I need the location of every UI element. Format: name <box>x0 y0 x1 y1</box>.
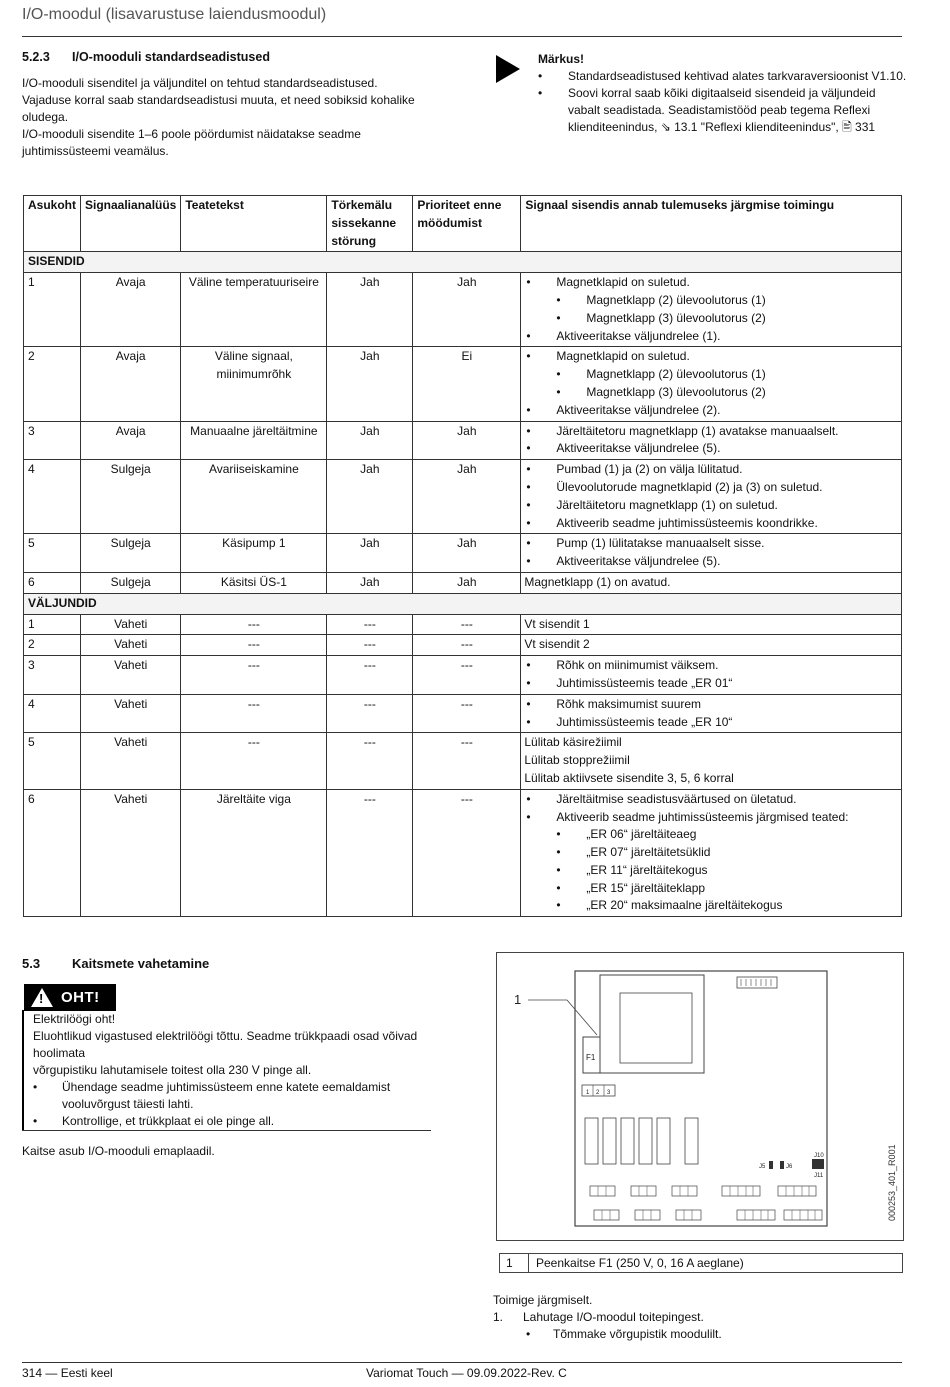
column-header: Prioriteet enne möödumist <box>413 196 521 252</box>
cell-message-text: --- <box>181 614 327 635</box>
steps-intro: Toimige järgmiselt. <box>493 1293 593 1307</box>
cell-fault-memory: Jah <box>327 347 413 421</box>
cell-priority: Jah <box>413 534 521 573</box>
warning-end-rule <box>22 1130 431 1131</box>
cell-signal: Avaja <box>81 421 181 460</box>
cell-actions <box>521 694 902 733</box>
action-item: Lülitab käsirežiimil <box>524 735 622 750</box>
cell-fault-memory: --- <box>327 635 413 656</box>
exclamation-icon: ! <box>39 991 44 1006</box>
cell-fault-memory: Jah <box>327 572 413 593</box>
warning-heading: Elektrilöögi oht! <box>33 1012 116 1026</box>
action-item: • „ER 06“ järeltäiteaeg <box>524 826 897 844</box>
table-header-row <box>24 196 902 252</box>
dip-switch-pins <box>741 979 771 986</box>
section-number: 5.2.3 <box>22 50 50 64</box>
cell-signal: Avaja <box>81 347 181 421</box>
cell-message-text: --- <box>181 733 327 789</box>
cell-priority: --- <box>413 614 521 635</box>
warning-side-bar <box>22 1010 24 1130</box>
circuit-board-diagram <box>497 953 903 1240</box>
cell-fault-memory: Jah <box>327 534 413 573</box>
cell-message-text: Väline temperatuuriseire <box>181 273 327 347</box>
cell-priority: --- <box>413 656 521 695</box>
table-row <box>24 614 902 635</box>
action-item: • Aktiveeritakse väljundrelee (5). <box>524 553 897 571</box>
cell-message-text: Järeltäite viga <box>181 789 327 917</box>
cell-priority: Jah <box>413 421 521 460</box>
procedure-steps <box>493 1292 893 1343</box>
cell-signal: Sulgeja <box>81 460 181 534</box>
section-title: I/O-mooduli standardseadistused <box>72 50 270 64</box>
cell-actions <box>521 656 902 695</box>
jumper-j10 <box>812 1159 824 1169</box>
action-item: • Aktiveeritakse väljundrelee (2). <box>524 402 897 420</box>
action-item: • Aktiveerib seadme juhtimissüsteemis järgmised teated: <box>524 809 897 827</box>
cell-actions <box>521 421 902 460</box>
action-item: Vt sisendit 2 <box>524 637 590 652</box>
action-item: • Ülevoolutorude magnetklapid (2) ja (3) on suletud. <box>524 479 897 497</box>
cell-priority: Jah <box>413 572 521 593</box>
action-item: • Magnetklapid on suletud. <box>524 274 897 292</box>
cell-position: 1 <box>24 614 81 635</box>
table-section-row <box>24 593 902 614</box>
step-sub-item: • Tõmmake võrgupistik moodulilt. <box>493 1326 893 1343</box>
footer-doc-info: Variomat Touch — 09.09.2022-Rev. C <box>366 1366 567 1380</box>
table-section-row <box>24 252 902 273</box>
column-header: Signaal sisendis annab tulemuseks järgmise toimingu <box>521 196 902 252</box>
table-row <box>24 421 902 460</box>
circuit-board-figure <box>496 952 904 1241</box>
cell-priority: --- <box>413 789 521 917</box>
cell-actions <box>521 460 902 534</box>
cell-actions <box>521 614 902 635</box>
relays <box>585 1118 698 1164</box>
cell-actions <box>521 789 902 917</box>
cell-position: 2 <box>24 635 81 656</box>
cell-signal: Vaheti <box>81 789 181 917</box>
cell-message-text: Manuaalne järeltäitmine <box>181 421 327 460</box>
io-settings-table <box>23 195 902 917</box>
cell-fault-memory: Jah <box>327 460 413 534</box>
column-header: Törkemälu sissekanne störung <box>327 196 413 252</box>
jumper-j5 <box>769 1161 773 1169</box>
action-item: Vt sisendit 1 <box>524 616 590 631</box>
board-outline <box>575 971 827 1226</box>
step-text: Lahutage I/O-moodul toitepingest. <box>523 1310 704 1324</box>
action-item: • „ER 20“ maksimaalne järeltäitekogus <box>524 897 897 915</box>
cell-signal: Sulgeja <box>81 572 181 593</box>
cell-position: 5 <box>24 733 81 789</box>
warning-body <box>33 1011 428 1130</box>
danger-badge <box>24 984 116 1011</box>
action-item: Lülitab aktiivsete sisendite 3, 5, 6 korral <box>524 770 734 785</box>
table-row <box>24 789 902 917</box>
cell-actions <box>521 572 902 593</box>
footer-divider <box>22 1362 902 1363</box>
warning-item: • Ühendage seadme juhtimissüsteem enne katete eemaldamist vooluvõrgust täiesti lahti. <box>33 1079 428 1113</box>
legend-text: Peenkaitse F1 (250 V, 0, 16 A aeglane) <box>536 1256 744 1270</box>
fuse-label: F1 <box>586 1053 596 1062</box>
table-row <box>24 635 902 656</box>
cell-message-text: --- <box>181 656 327 695</box>
cell-signal: Vaheti <box>81 614 181 635</box>
fuse-location-text: Kaitse asub I/O-mooduli emaplaadil. <box>22 1144 215 1158</box>
table-row <box>24 534 902 573</box>
connector-pin-label: 3 <box>607 1090 611 1096</box>
action-item: Lülitab stopprežiimil <box>524 753 630 768</box>
action-item: • Aktiveeritakse väljundrelee (5). <box>524 440 897 458</box>
cell-priority: --- <box>413 694 521 733</box>
action-item: • Järeltäitetoru magnetklapp (1) on suletud. <box>524 497 897 515</box>
warning-item: • Kontrollige, et trükkplaat ei ole pinge all. <box>33 1113 428 1130</box>
cell-position: 5 <box>24 534 81 573</box>
step-number: 1. <box>493 1310 504 1324</box>
cell-position: 4 <box>24 694 81 733</box>
step-item <box>493 1309 893 1326</box>
header-divider <box>22 36 902 37</box>
cell-message-text: Avariiseiskamine <box>181 460 327 534</box>
action-item: • Magnetklapp (3) ülevoolutorus (2) <box>524 310 897 328</box>
cell-fault-memory: --- <box>327 733 413 789</box>
cell-message-text: Käsitsi ÜS-1 <box>181 572 327 593</box>
connector-pin-label: 2 <box>596 1090 600 1096</box>
table-row <box>24 656 902 695</box>
action-item: • Magnetklapp (2) ülevoolutorus (1) <box>524 366 897 384</box>
cell-position: 3 <box>24 656 81 695</box>
table-section-label: VÄLJUNDID <box>24 593 902 614</box>
cell-message-text: Käsipump 1 <box>181 534 327 573</box>
action-item: • „ER 15“ järeltäiteklapp <box>524 880 897 898</box>
cell-position: 3 <box>24 421 81 460</box>
cell-fault-memory: Jah <box>327 273 413 347</box>
cell-position: 4 <box>24 460 81 534</box>
intro-text <box>22 75 422 160</box>
action-item: • Rõhk on miinimumist väiksem. <box>524 657 897 675</box>
cell-actions <box>521 273 902 347</box>
danger-label: OHT! <box>61 989 100 1006</box>
table-row <box>24 694 902 733</box>
jumper-label: J5 <box>759 1164 766 1170</box>
cell-signal: Sulgeja <box>81 534 181 573</box>
action-item: • Järeltäitetoru magnetklapp (1) avatakse manuaalselt. <box>524 423 897 441</box>
action-item: • „ER 11“ järeltäitekogus <box>524 862 897 880</box>
footer-page-number: 314 — Eesti keel <box>22 1366 113 1380</box>
action-item: Magnetklapp (1) on avatud. <box>524 574 671 589</box>
cell-actions <box>521 347 902 421</box>
table-row <box>24 347 902 421</box>
cell-priority: --- <box>413 635 521 656</box>
jumper-label: J10 <box>814 1153 824 1159</box>
cell-fault-memory: --- <box>327 694 413 733</box>
note-box <box>538 51 908 136</box>
figure-legend <box>499 1253 903 1273</box>
terminal-blocks-top <box>590 1186 816 1196</box>
cell-priority: Ei <box>413 347 521 421</box>
intro-paragraph: Vajaduse korral saab standardseadistusi muuta, et need sobiksid kohalike oludega. <box>22 93 415 124</box>
action-item: • Magnetklapp (2) ülevoolutorus (1) <box>524 292 897 310</box>
table-row <box>24 273 902 347</box>
section-heading-5-3 <box>22 955 209 972</box>
action-item: • Magnetklapp (3) ülevoolutorus (2) <box>524 384 897 402</box>
column-header: Asukoht <box>24 196 81 252</box>
column-header: Signaalianalüüs <box>81 196 181 252</box>
cell-signal: Vaheti <box>81 694 181 733</box>
cell-position: 6 <box>24 789 81 917</box>
cell-position: 6 <box>24 572 81 593</box>
action-item: • Järeltäitmise seadistusväärtused on ületatud. <box>524 791 897 809</box>
callout-leader <box>567 1000 597 1035</box>
connector-pin-label: 1 <box>586 1090 590 1096</box>
action-item: • Magnetklapid on suletud. <box>524 348 897 366</box>
cell-position: 2 <box>24 347 81 421</box>
cell-fault-memory: --- <box>327 789 413 917</box>
action-item: • „ER 07“ järeltäitetsüklid <box>524 844 897 862</box>
column-header: Teatetekst <box>181 196 327 252</box>
note-item: • Soovi korral saab kõiki digitaalseid sisendeid ja väljundeid vabalt seadistada. Seadistamistööd peab tegema Reflexi klienditeenindus, ⇘ 13.1 "Reflexi klienditeenindus", 🖹 331 <box>538 85 908 136</box>
note-item: • Standardseadistused kehtivad alates tarkvaraversioonist V1.10. <box>538 68 908 85</box>
cell-fault-memory: Jah <box>327 421 413 460</box>
cell-signal: Avaja <box>81 273 181 347</box>
jumper-j6 <box>780 1161 784 1169</box>
note-title: Märkus! <box>538 52 585 66</box>
cell-signal: Vaheti <box>81 733 181 789</box>
note-arrow-icon <box>496 55 520 83</box>
cell-fault-memory: --- <box>327 614 413 635</box>
page-header-title: I/O-moodul (lisavarustuse laiendusmoodul) <box>22 6 327 23</box>
jumper-label: J11 <box>814 1173 824 1179</box>
action-item: • Juhtimissüsteemis teade „ER 01“ <box>524 675 897 693</box>
cell-actions <box>521 733 902 789</box>
cell-signal: Vaheti <box>81 656 181 695</box>
terminal-blocks-bottom <box>594 1210 822 1220</box>
intro-paragraph: I/O-mooduli sisenditel ja väljunditel on tehtud standardseadistused. <box>22 76 378 90</box>
action-item: • Juhtimissüsteemis teade „ER 10“ <box>524 714 897 732</box>
action-item: • Pump (1) lülitatakse manuaalselt sisse. <box>524 535 897 553</box>
action-item: • Aktiveeritakse väljundrelee (1). <box>524 328 897 346</box>
transformer-block <box>600 975 704 1073</box>
jumper-label: J6 <box>786 1164 793 1170</box>
cell-signal: Vaheti <box>81 635 181 656</box>
terminal-dividers <box>598 1186 815 1220</box>
cell-message-text: --- <box>181 635 327 656</box>
table-row <box>24 733 902 789</box>
connector-123 <box>582 1085 615 1096</box>
legend-number: 1 <box>500 1254 529 1272</box>
section-title: Kaitsmete vahetamine <box>72 956 210 971</box>
table-row <box>24 572 902 593</box>
cell-actions <box>521 534 902 573</box>
warning-text-line: võrgupistiku lahutamisele toitest olla 230 V pinge all. <box>33 1063 312 1077</box>
transformer-core <box>620 993 692 1063</box>
table-section-label: SISENDID <box>24 252 902 273</box>
cell-fault-memory: --- <box>327 656 413 695</box>
action-item: • Aktiveerib seadme juhtimissüsteemis koondrikke. <box>524 515 897 533</box>
cell-priority: --- <box>413 733 521 789</box>
warning-text-line: Eluohtlikud vigastused elektrilöögi tõttu. Seadme trükkpaadi osad võivad hoolimata <box>33 1029 418 1060</box>
action-item: • Rõhk maksimumist suurem <box>524 696 897 714</box>
cell-priority: Jah <box>413 273 521 347</box>
figure-code: 000253_401_R001 <box>887 1144 897 1221</box>
intro-paragraph: I/O-mooduli sisendite 1–6 poole pöördumist näidatakse seadme juhtimissüsteemi veamälus. <box>22 127 361 158</box>
action-item: • Pumbad (1) ja (2) on välja lülitatud. <box>524 461 897 479</box>
cell-message-text: --- <box>181 694 327 733</box>
cell-position: 1 <box>24 273 81 347</box>
cell-message-text: Väline signaal, miinimumrõhk <box>181 347 327 421</box>
cell-actions <box>521 635 902 656</box>
cell-priority: Jah <box>413 460 521 534</box>
table-row <box>24 460 902 534</box>
section-number: 5.3 <box>22 956 41 971</box>
figure-callout: 1 <box>514 992 522 1007</box>
section-heading-5-2-3 <box>22 49 270 66</box>
